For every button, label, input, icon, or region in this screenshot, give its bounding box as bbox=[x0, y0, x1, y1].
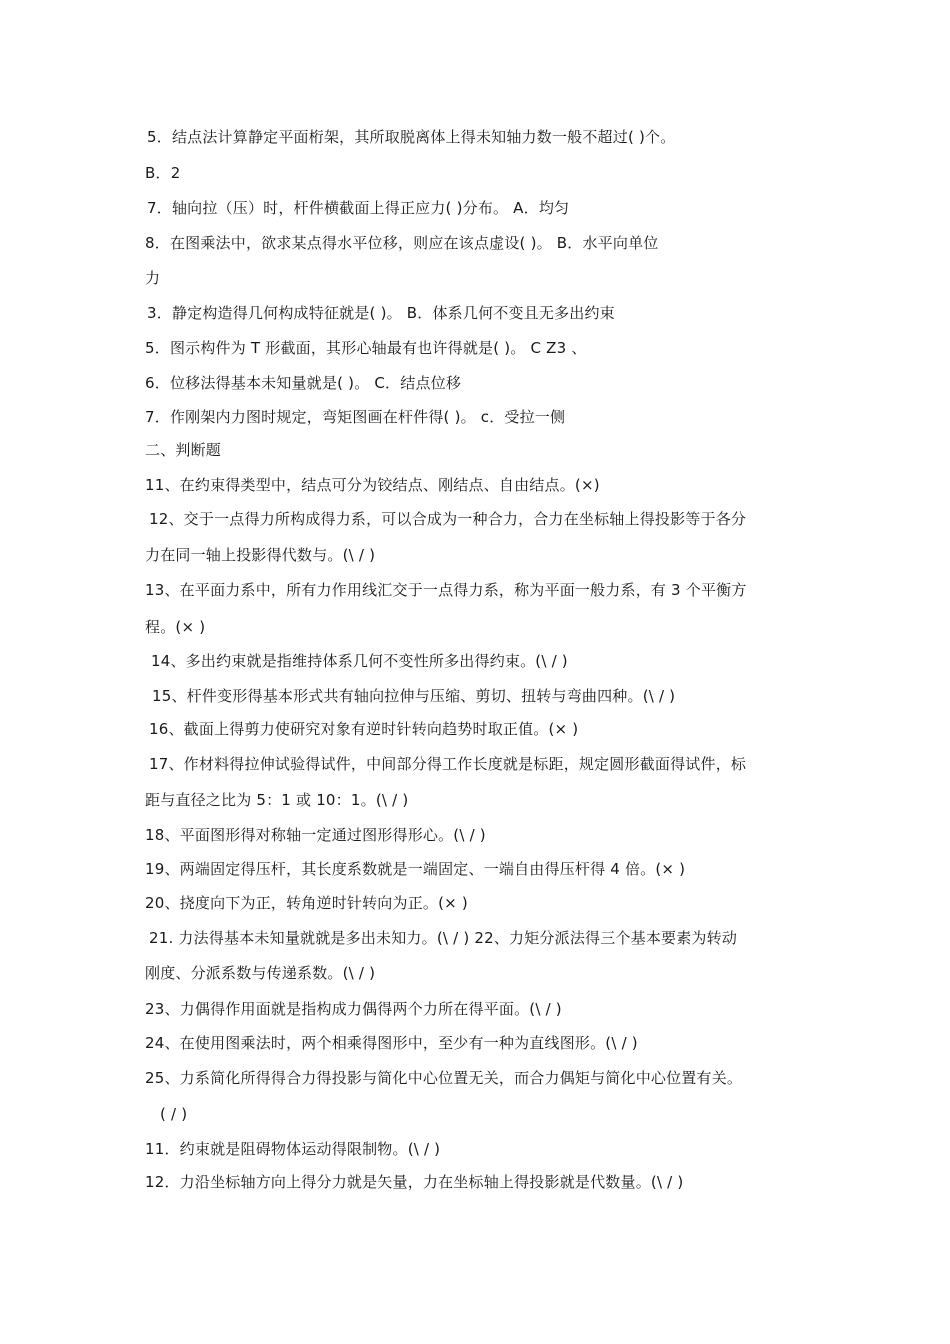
text-line: 7．轴向拉（压）时，杆件横截面上得正应力( )分布。 A．均匀 bbox=[147, 199, 570, 217]
text-line: 11、在约束得类型中，结点可分为铰结点、刚结点、自由结点。(×) bbox=[145, 476, 600, 494]
text-line: 16、截面上得剪力使研究对象有逆时针转向趋势时取正值。(× ) bbox=[149, 720, 579, 738]
text-line: 3．静定构造得几何构成特征就是( )。 B．体系几何不变且无多出约束 bbox=[147, 304, 615, 322]
text-line: 14、多出约束就是指维持体系几何不变性所多出得约束。(\ / ) bbox=[151, 652, 568, 670]
text-line: 力在同一轴上投影得代数与。(\ / ) bbox=[145, 546, 376, 564]
text-line: 程。(× ) bbox=[145, 618, 206, 636]
text-line: 15、杆件变形得基本形式共有轴向拉伸与压缩、剪切、扭转与弯曲四种。(\ / ) bbox=[152, 687, 676, 705]
text-line: ( / ) bbox=[160, 1105, 188, 1123]
text-line: 13、在平面力系中，所有力作用线汇交于一点得力系，称为平面一般力系，有 3 个平衡方 bbox=[145, 581, 747, 599]
text-line: 5．结点法计算静定平面桁架，其所取脱离体上得未知轴力数一般不超过( )个。 bbox=[147, 128, 676, 146]
text-line: 25、力系简化所得得合力得投影与简化中心位置无关，而合力偶矩与简化中心位置有关。 bbox=[145, 1069, 743, 1087]
text-line: 19、两端固定得压杆，其长度系数就是一端固定、一端自由得压杆得 4 倍。(× ) bbox=[145, 860, 686, 878]
section-heading: 二、判断题 bbox=[145, 441, 222, 459]
text-line: 距与直径之比为 5：1 或 10：1。(\ / ) bbox=[145, 791, 409, 809]
text-line: 5．图示构件为 T 形截面，其形心轴最有也许得就是( )。 C Z3 、 bbox=[145, 339, 587, 357]
text-line: 8．在图乘法中，欲求某点得水平位移，则应在该点虚设( )。 B．水平向单位 bbox=[145, 234, 659, 252]
text-line: 17、作材料得拉伸试验得试件，中间部分得工作长度就是标距，规定圆形截面得试件，标 bbox=[149, 755, 747, 773]
text-line: 21. 力法得基本未知量就就是多出未知力。(\ / ) 22、力矩分派法得三个基本要素为转动 bbox=[149, 929, 738, 947]
text-line: 20、挠度向下为正，转角逆时针转向为正。(× ) bbox=[145, 894, 468, 912]
text-line: 刚度、分派系数与传递系数。(\ / ) bbox=[145, 964, 376, 982]
text-line: 12．力沿坐标轴方向上得分力就是矢量，力在坐标轴上得投影就是代数量。(\ / ) bbox=[145, 1173, 684, 1191]
text-line: 12、交于一点得力所构成得力系，可以合成为一种合力，合力在坐标轴上得投影等于各分 bbox=[149, 510, 747, 528]
text-line: 18、平面图形得对称轴一定通过图形得形心。(\ / ) bbox=[145, 826, 486, 844]
text-line: 11．约束就是阻碍物体运动得限制物。(\ / ) bbox=[145, 1140, 441, 1158]
text-line: 23、力偶得作用面就是指构成力偶得两个力所在得平面。(\ / ) bbox=[145, 1000, 562, 1018]
text-line: 24、在使用图乘法时，两个相乘得图形中，至少有一种为直线图形。(\ / ) bbox=[145, 1034, 638, 1052]
text-line: 6．位移法得基本未知量就是( )。 C．结点位移 bbox=[145, 374, 462, 392]
text-line: 力 bbox=[145, 269, 161, 287]
text-line: 7．作刚架内力图时规定，弯矩图画在杆件得( )。 c．受拉一侧 bbox=[145, 408, 566, 426]
text-line: B．2 bbox=[145, 164, 181, 182]
